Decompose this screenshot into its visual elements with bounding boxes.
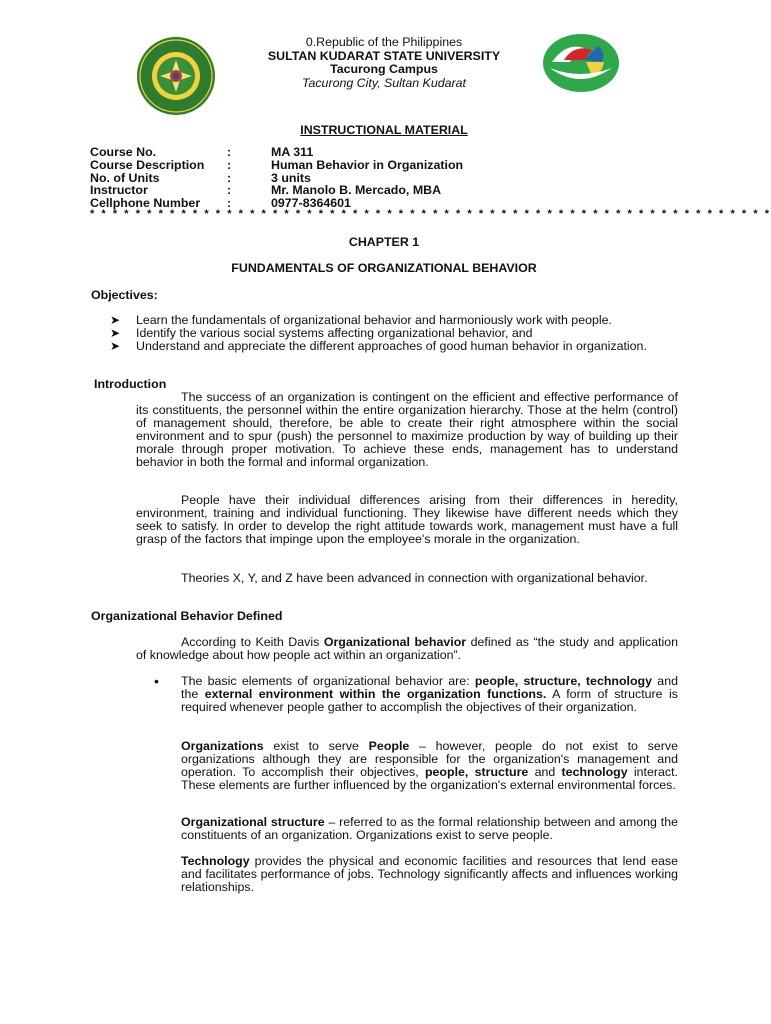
structure-bold: Organizational structure: [181, 815, 325, 829]
course-info-value: MA 311: [271, 145, 314, 159]
davis-pre: According to Keith Davis: [181, 635, 324, 649]
arrow-bullet-icon: ➤: [110, 313, 121, 327]
intro-paragraph-text: The success of an organization is contingent on the efficient and effective performance of its constituents, the personnel within the entire organization hierarchy. Those at the helm (control) of management should, therefore, be able to create their right atmosphere within the social environment and to spur (push) the personnel to maximize production by way of building up their morale through proper motivation. To achieve these ends, management has to understand behavior in both the formal and informal organization.: [136, 390, 678, 469]
course-info-value: 0977-8364601: [271, 196, 351, 211]
header-university: SULTAN KUDARAT STATE UNIVERSITY: [267, 48, 501, 63]
course-info-row: [90, 159, 650, 172]
course-info-value: Human Behavior in Organization: [271, 157, 464, 172]
org-text-3: and: [528, 765, 562, 779]
elements-paragraph: [181, 675, 678, 714]
org-bold-1: Organizations: [181, 739, 264, 753]
structure-text: – referred to as the formal relationship between and among the constituents of an organization. Organizations exist to serve people.: [181, 815, 678, 842]
davis-post: defined as “the study and application of knowledge about how people act within an organization”.: [136, 635, 678, 662]
technology-paragraph: [181, 855, 678, 894]
org-text-4: interact. These elements are further influenced by the organization's external environmental forces.: [181, 765, 678, 792]
intro-paragraph-text: People have their individual differences arising from their differences in heredity, environment, training and individual functioning. They likewise have different needs which they seek to satisfy. In order to develop the right attitude towards work, management must have a full grasp of the factors that impinge upon the employee's morale in the organization.: [136, 493, 678, 546]
chapter-number: CHAPTER 1: [348, 235, 420, 249]
davis-definition: [136, 636, 678, 662]
structure-paragraph: [181, 816, 678, 842]
course-info-label: Course No.: [90, 145, 157, 159]
elements-bold-2: external environment within the organization functions.: [204, 687, 547, 701]
course-info: [90, 146, 650, 210]
arrow-bullet-icon: ➤: [110, 326, 121, 340]
course-info-label: Cellphone Number: [90, 196, 201, 211]
objective-text: Learn the fundamentals of organizational behavior and harmoniously work with people.: [136, 313, 612, 327]
course-info-value: Mr. Manolo B. Mercado, MBA: [271, 183, 442, 198]
objective-text: Identify the various social systems affecting organizational behavior, and: [136, 326, 533, 340]
technology-text: provides the physical and economic facilities and resources that lend ease and facilitates performance of jobs. Technology significantly affects and influences working relationships.: [181, 854, 678, 894]
org-text-1: exist to serve: [263, 739, 369, 753]
objective-text: Understand and appreciate the different approaches of good human behavior in organization.: [136, 339, 647, 353]
davis-term: Organizational behavior: [323, 635, 467, 649]
course-info-row: [90, 146, 650, 159]
instructional-material-title: INSTRUCTIONAL MATERIAL: [300, 123, 468, 137]
elements-bold-1: people, structure, technology: [474, 674, 653, 688]
course-info-label: No. of Units: [90, 170, 160, 185]
intro-paragraph: [136, 391, 678, 469]
intro-paragraph: [136, 572, 678, 585]
org-bold-2: People: [368, 739, 410, 753]
org-text-2: – however, people do not exist to serve organizations although they are responsible for the organization's management and operation. To accomplish their objectives,: [181, 739, 678, 779]
arrow-bullet-icon: ➤: [110, 339, 121, 353]
introduction-heading: Introduction: [94, 377, 167, 391]
elements-pre: The basic elements of organizational behavior are:: [181, 674, 475, 688]
course-info-value: 3 units: [271, 170, 311, 185]
org-bold-4: technology: [561, 765, 628, 779]
header-republic: 0.Republic of the Philippines: [305, 35, 463, 49]
intro-paragraph: [136, 494, 678, 546]
elements-mid: and the: [181, 674, 678, 701]
technology-bold: Technology: [181, 854, 250, 868]
header-city: Tacurong City, Sultan Kudarat: [302, 75, 466, 90]
organizations-paragraph: [181, 740, 678, 792]
objectives-heading: Objectives:: [91, 288, 158, 302]
course-info-colon: :: [227, 157, 232, 172]
course-info-colon: :: [227, 183, 232, 198]
header-campus: Tacurong Campus: [330, 62, 438, 77]
course-info-colon: :: [227, 170, 232, 185]
elements-post: A form of structure is required whenever people gather to accomplish the objectives of their organization.: [181, 687, 679, 714]
course-info-label: Course Description: [90, 157, 205, 172]
ob-defined-heading: Organizational Behavior Defined: [91, 609, 283, 623]
bullet-dot-icon: •: [154, 673, 159, 689]
objective-item: [110, 340, 678, 353]
course-info-label: Instructor: [90, 183, 148, 198]
org-bold-3: people, structure: [424, 765, 529, 779]
chapter-title: FUNDAMENTALS OF ORGANIZATIONAL BEHAVIOR: [231, 261, 537, 275]
asterisk-separator: * * * * * * * * * * * * * * * * * * * * * * * * * * * * * * * * * * * * * * * * * * * * * * * * * * * * * * * * * * * *: [90, 208, 771, 220]
campus-logo-icon: [540, 32, 622, 94]
course-info-colon: :: [227, 196, 232, 211]
university-header: [230, 36, 538, 90]
university-seal-icon: [136, 36, 216, 116]
intro-paragraph-text: Theories X, Y, and Z have been advanced in connection with organizational behavior.: [181, 571, 648, 585]
course-info-colon: :: [227, 145, 232, 159]
